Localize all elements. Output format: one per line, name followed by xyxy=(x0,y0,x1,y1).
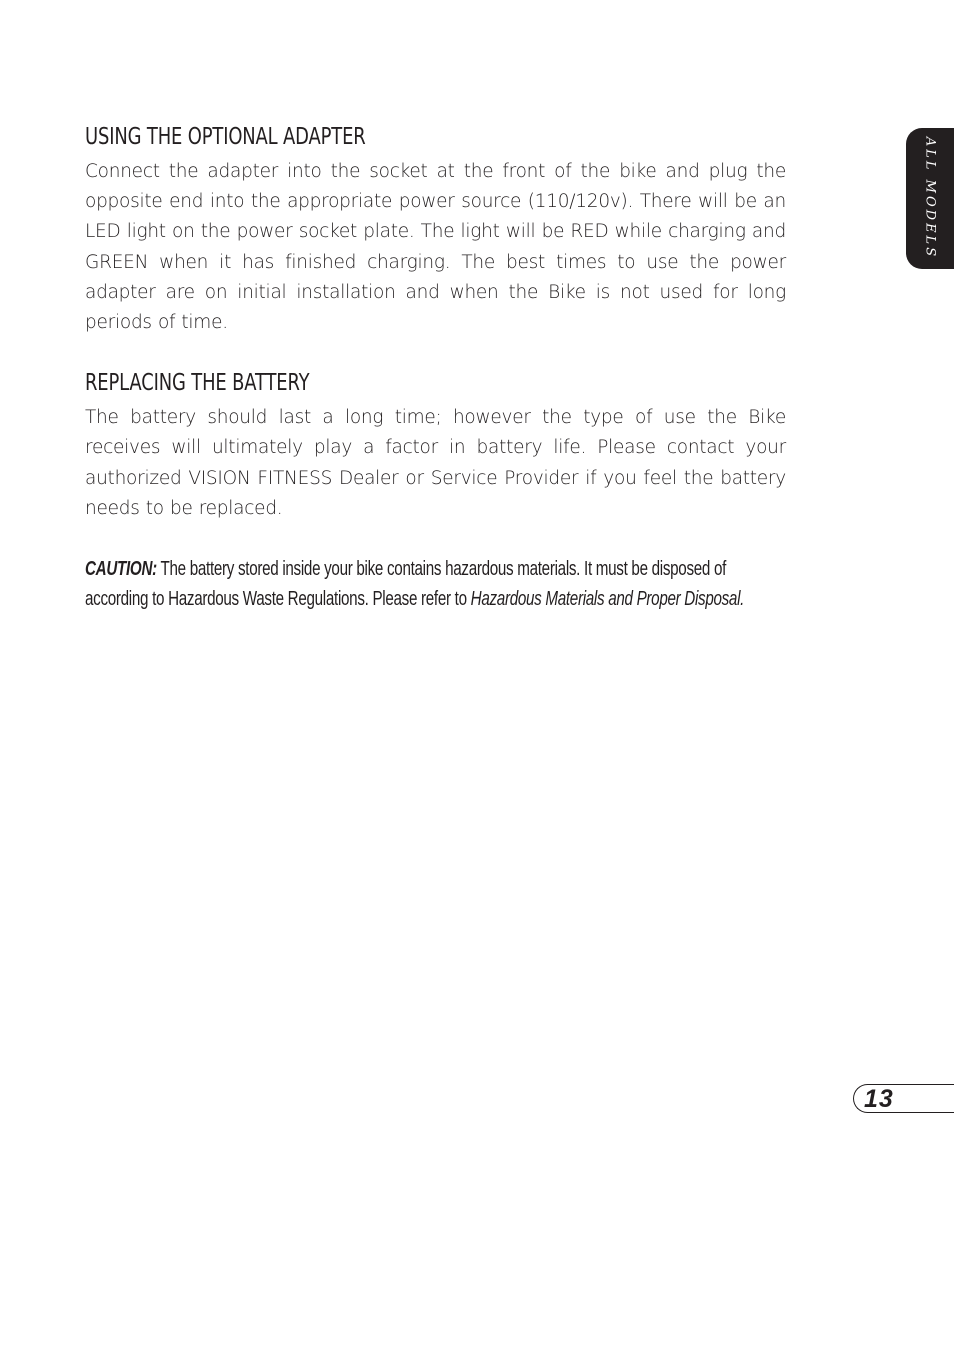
caution-reference: Hazardous Materials and Proper Disposal. xyxy=(470,588,745,611)
caution-label: CAUTION: xyxy=(85,558,157,581)
caution-note xyxy=(85,554,786,614)
section-heading-replacing-battery: REPLACING THE BATTERY xyxy=(85,370,310,397)
page-content xyxy=(85,122,786,614)
side-tab-label: ALL MODELS xyxy=(922,136,938,260)
section-body-replacing-battery: The battery should last a long time; however the type of use the Bike receives will ultimately play a factor in battery life. Please contact your authorized VISION FITNESS Dealer or Service Provider if you feel the battery needs to be replaced. xyxy=(85,407,786,519)
caution-text-line-2: according to Hazardous Waste Regulations. Please refer to xyxy=(85,588,467,611)
section-heading-optional-adapter: USING THE OPTIONAL ADAPTER xyxy=(85,124,366,150)
caution-line-1 xyxy=(85,554,727,584)
caution-text-line-1: The battery stored inside your bike contains hazardous materials. It must be disposed of xyxy=(160,558,727,581)
side-tab xyxy=(906,128,954,269)
page-number: 13 xyxy=(864,1085,894,1113)
caution-line-2 xyxy=(85,584,745,614)
section-body-optional-adapter: Connect the adapter into the socket at the front of the bike and plug the opposite end into the appropriate power source (110/120v). There will be an LED light on the power socket plate. The light will be RED while charging and GREEN when it has finished charging. The best times to use the power adapter are on initial installation and when the Bike is not used for long periods of time. xyxy=(85,161,786,334)
